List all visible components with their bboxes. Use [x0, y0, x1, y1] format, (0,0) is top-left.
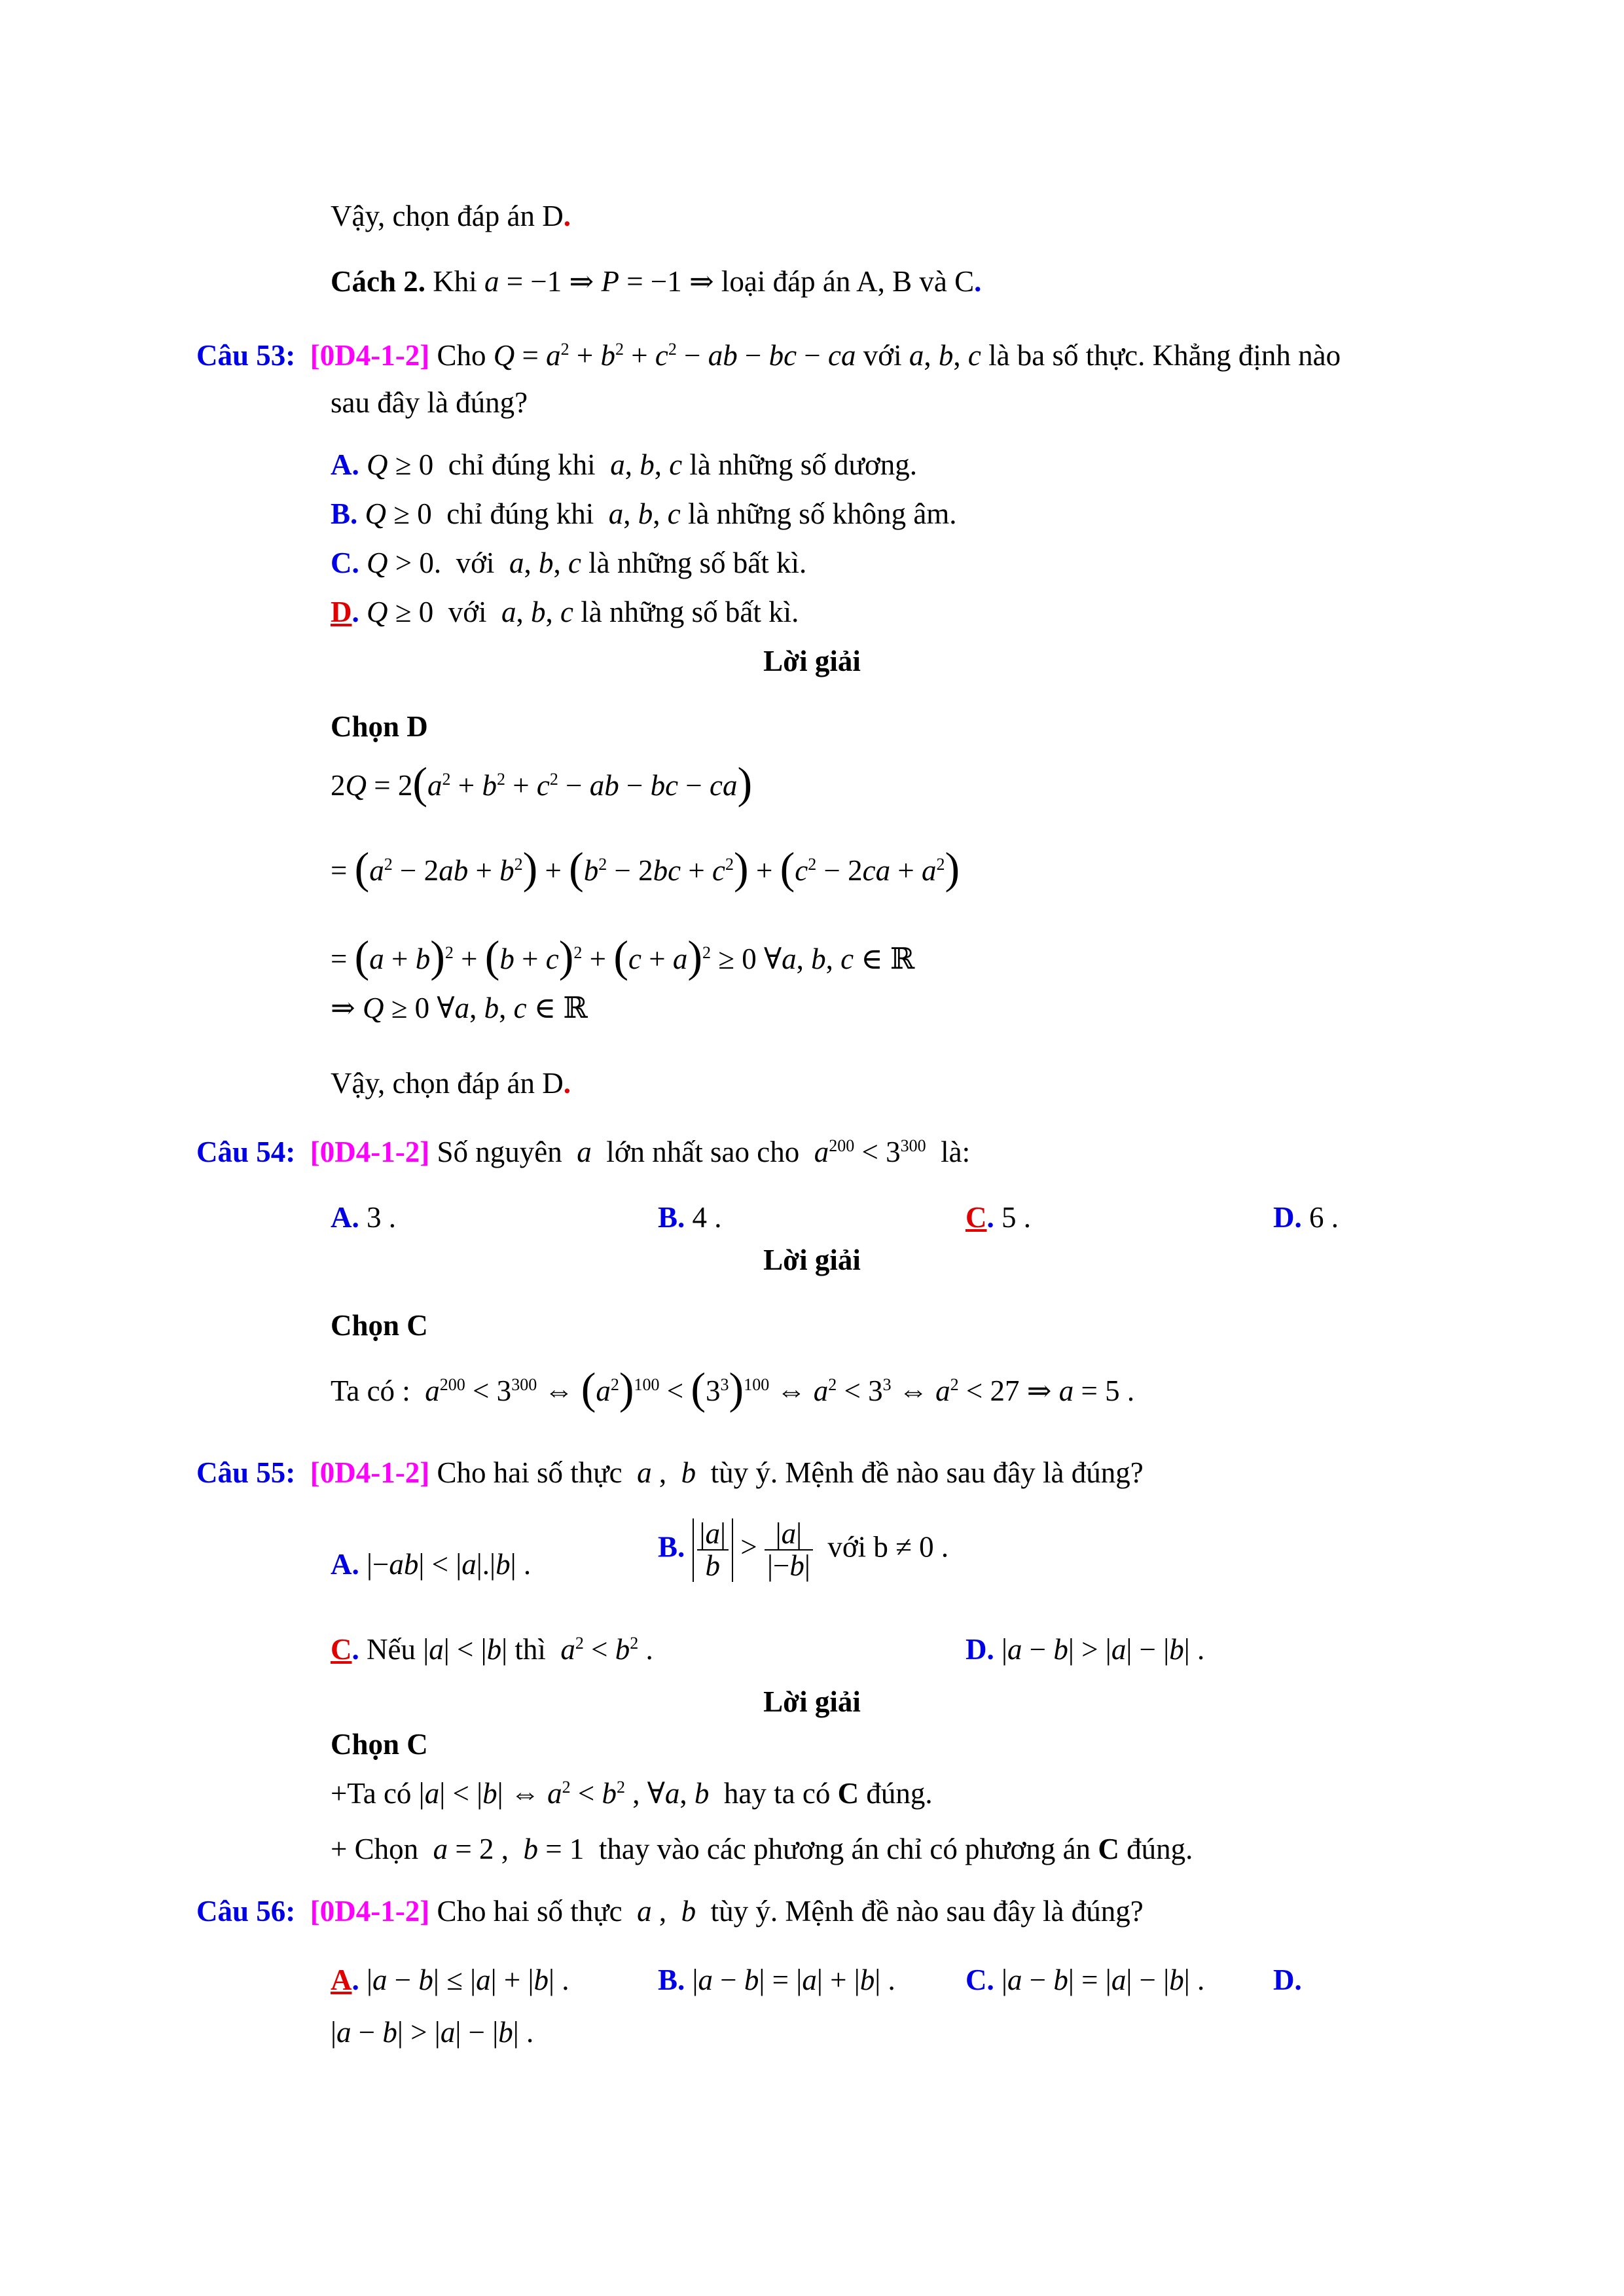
q53-stem-line2: sau đây là đúng? [331, 386, 528, 419]
q54-option-d: D. 6 . [1273, 1201, 1339, 1234]
q55-stem: Câu 55: [0D4-1-2] Cho hai số thực a , b tùy ý. Mệnh đề nào sau đây là đúng? [196, 1456, 1144, 1489]
q54-stem: Câu 54: [0D4-1-2] Số nguyên a lớn nhất sao cho $a^{200} < 3^{300}$ là: [196, 1136, 971, 1168]
q56-option-c: C. |a − b| = |a| − |b| . [965, 1964, 1205, 1996]
q53-solution-title: Lời giải [763, 645, 861, 677]
q53-option-d: D. Q ≥ 0 với a, b, c là những số bất kì. [331, 596, 799, 628]
conclusion-prev: Vậy, chọn đáp án D. [331, 200, 571, 232]
q55-option-d: D. |a − b| > |a| − |b| . [965, 1633, 1205, 1666]
q55-choose: Chọn C [331, 1728, 428, 1761]
q53-step-4: ⇒ Q ≥ 0 ∀a, b, c ∈ ℝ [331, 992, 588, 1024]
q56-option-a: A. |a − b| ≤ |a| + |b| . [331, 1964, 569, 1996]
q53-step-2: = $(a^2 - 2ab + b^2) + (b^2 - 2bc + c^2) + (c^2 - 2ca + a^2)$ [331, 843, 960, 893]
q54-option-c: C. 5 . [965, 1201, 1031, 1234]
q53-option-a: A. Q ≥ 0 chỉ đúng khi a, b, c là những số dương. [331, 448, 917, 481]
q55-sol-line2: + Chọn a = 2 , b = 1 thay vào các phương án chỉ có phương án C đúng. [331, 1833, 1193, 1865]
q54-option-a: A. 3 . [331, 1201, 396, 1234]
q54-work: Ta có : $a^{200} < 3^{300}$ ⇔ $(a^2)^{100} < (3^3)^{100}$ ⇔ $a^2 < 3^3$ ⇔ $a^2 < 27$ ⇒ a = 5 . [331, 1363, 1135, 1413]
q55-option-b: B. $\frac{|a|}{b}$ > $\frac{|a|}{|-b|}$ với b ≠ 0 . [658, 1517, 949, 1583]
method-2: Cách 2. Khi a = −1 ⇒ P = −1 ⇒ loại đáp án A, B và C. [331, 265, 982, 298]
q55-sol-line1: +Ta có |a| < |b| ⇔ $a^2 < b^2$ , ∀a, b hay ta có C đúng. [331, 1777, 933, 1810]
q55-solution-title: Lời giải [763, 1685, 861, 1718]
q56-stem: Câu 56: [0D4-1-2] Cho hai số thực a , b tùy ý. Mệnh đề nào sau đây là đúng? [196, 1895, 1144, 1928]
q56-option-d: D. [1273, 1964, 1302, 1996]
q54-option-b: B. 4 . [658, 1201, 722, 1234]
q54-choose: Chọn C [331, 1309, 428, 1342]
fraction-right: $\frac{|a|}{|-b|}$ [765, 1518, 813, 1582]
q53-step-3: = $(a + b)^2 + (b + c)^2 + (c + a)^2 \ge 0$ ∀a, b, c ∈ ℝ [331, 931, 915, 981]
q53-conclusion: Vậy, chọn đáp án D. [331, 1067, 571, 1100]
q54-solution-title: Lời giải [763, 1244, 861, 1276]
q53-option-b: B. Q ≥ 0 chỉ đúng khi a, b, c là những số không âm. [331, 497, 957, 530]
abs-fraction-left: $\frac{|a|}{b}$ [693, 1518, 734, 1582]
q55-option-c: C. Nếu |a| < |b| thì $a^2 < b^2$ . [331, 1633, 653, 1666]
q53-step-1: $2Q = 2(a^2 + b^2 + c^2$ − ab − bc − ca) [331, 758, 753, 808]
q56-option-b: B. |a − b| = |a| + |b| . [658, 1964, 895, 1996]
q56-option-d-text: |a − b| > |a| − |b| . [331, 2016, 534, 2049]
q53-choose: Chọn D [331, 710, 428, 743]
q53-stem-line1: Câu 53: [0D4-1-2] Cho $Q = a^2 + b^2 + c^2$ − ab − bc − ca với a, b, c là ba số thực. Khẳng định nào [196, 339, 1341, 372]
q53-option-c: C. Q > 0. với a, b, c là những số bất kì. [331, 547, 807, 579]
q55-option-a: A. |−ab| < |a|.|b| . [331, 1548, 532, 1581]
